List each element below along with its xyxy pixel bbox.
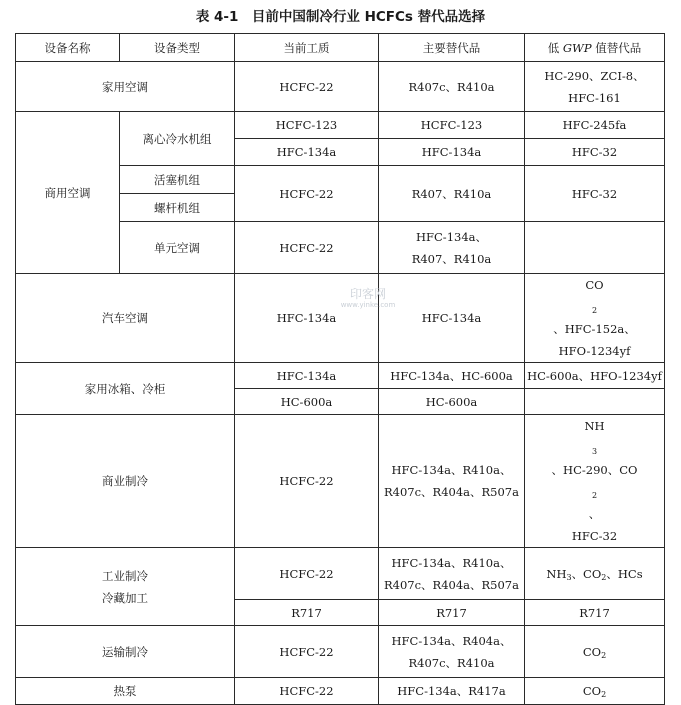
header-current-refrigerant: 当前工质 [235,34,379,62]
equipment-type: 活塞机组 [120,166,235,194]
main-substitute: HFC-134a、 R407、R410a [379,222,525,274]
main-substitute: HFC-134a、HC-600a [379,363,525,389]
current-refrigerant: HFC-134a [235,139,379,166]
low-gwp-substitute: CO $_2$ 、HFC-152a、 HFO-1234yf [525,274,665,363]
low-gwp-substitute: R717 [525,600,665,626]
current-refrigerant: HFC-134a [235,274,379,363]
low-gwp-substitute [525,389,665,415]
current-refrigerant: HC-600a [235,389,379,415]
equipment-name: 家用空调 [16,62,235,112]
main-substitute: HFC-134a、R404a、 R407c、R410a [379,626,525,678]
current-refrigerant: HCFC-22 [235,62,379,112]
current-refrigerant: HCFC-22 [235,626,379,678]
low-gwp-substitute: HFC-245fa [525,112,665,139]
table-row [16,62,665,112]
low-gwp-substitute [525,222,665,274]
current-refrigerant: HCFC-22 [235,415,379,548]
equipment-name: 商用空调 [16,112,120,274]
low-gwp-substitute: HFC-32 [525,166,665,222]
current-refrigerant: HCFC-22 [235,222,379,274]
low-gwp-substitute: $NH_3$、$CO_2$、HCs [525,548,665,600]
table-row [16,678,665,705]
header-equipment-type: 设备类型 [120,34,235,62]
equipment-type: 单元空调 [120,222,235,274]
equipment-name: 汽车空调 [16,274,235,363]
equipment-name: 商业制冷 [16,415,235,548]
low-gwp-substitute: HFC-32 [525,139,665,166]
main-substitute: HC-600a [379,389,525,415]
equipment-type: 螺杆机组 [120,194,235,222]
table-row [16,415,665,548]
main-substitute: HFC-134a、R410a、 R407c、R404a、R507a [379,548,525,600]
main-substitute: HCFC-123 [379,112,525,139]
main-substitute: HFC-134a、R410a、 R407c、R404a、R507a [379,415,525,548]
header-low-gwp-substitutes: 低 GWP 值替代品 [525,34,665,62]
current-refrigerant: HCFC-123 [235,112,379,139]
current-refrigerant: HCFC-22 [235,166,379,222]
header-main-substitutes: 主要替代品 [379,34,525,62]
table-title: 表 4-1 目前中国制冷行业 HCFCs 替代品选择 [195,9,486,25]
equipment-name: 家用冰箱、冷柜 [16,363,235,415]
hcfc-substitutes-table [15,33,665,705]
main-substitute: HFC-134a [379,139,525,166]
table-row [16,363,665,389]
main-substitute: HFC-134a、R417a [379,678,525,705]
main-substitute: R407、R410a [379,166,525,222]
watermark: 印客网 www.yinke.com [340,287,396,309]
low-gwp-substitute: NH $_3$ 、HC-290、CO $_2$ 、 HFC-32 [525,415,665,548]
main-substitute: R407c、R410a [379,62,525,112]
current-refrigerant: HCFC-22 [235,548,379,600]
low-gwp-substitute: HC-600a、HFO-1234yf [525,363,665,389]
low-gwp-substitute: $CO_2$ [525,626,665,678]
low-gwp-substitute: $CO_2$ [525,678,665,705]
table-row [16,112,665,139]
table-row [16,548,665,600]
equipment-name: 热泵 [16,678,235,705]
main-substitute: R717 [379,600,525,626]
current-refrigerant: HCFC-22 [235,678,379,705]
table-row [16,626,665,678]
header-row [16,34,665,62]
equipment-name: 运输制冷 [16,626,235,678]
equipment-type: 离心冷水机组 [120,112,235,166]
main-substitute: HFC-134a [379,274,525,363]
header-equipment-name: 设备名称 [16,34,120,62]
current-refrigerant: HFC-134a [235,363,379,389]
equipment-name: 工业制冷 冷藏加工 [16,548,235,626]
current-refrigerant: R717 [235,600,379,626]
low-gwp-substitute: HC-290、ZCI-8、 HFC-161 [525,62,665,112]
